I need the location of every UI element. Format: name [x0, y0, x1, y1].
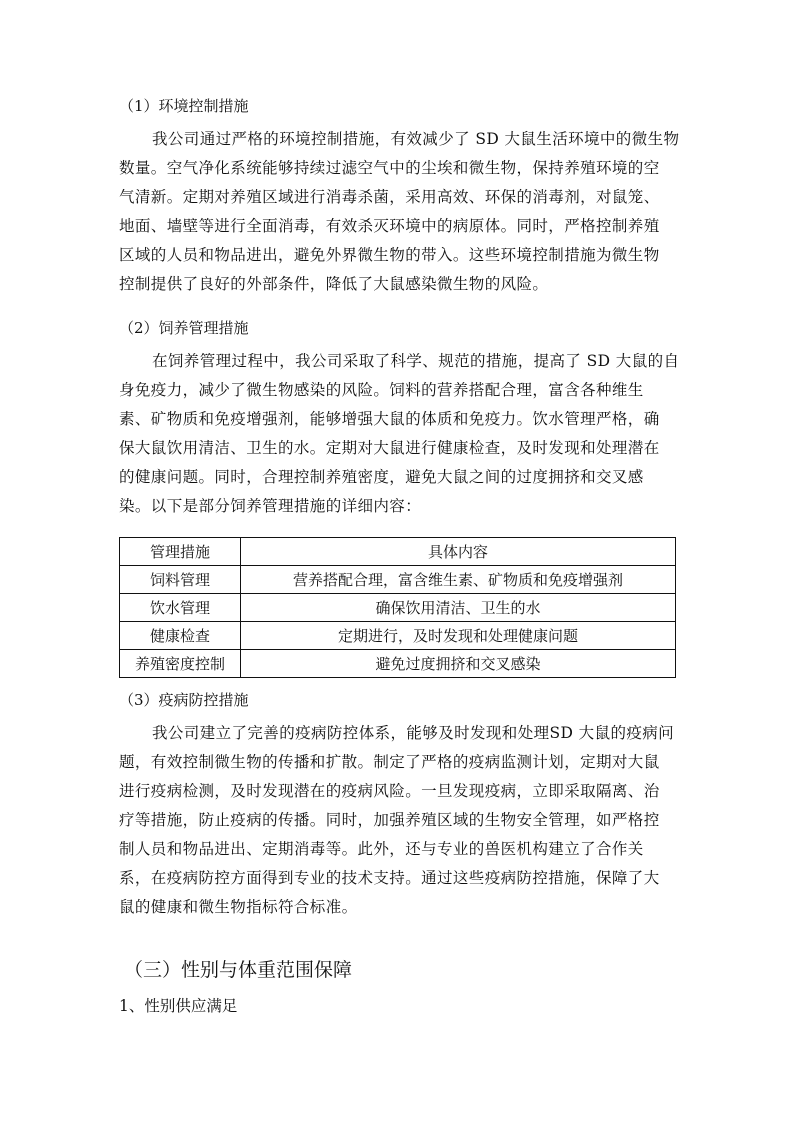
table-header-measure: 管理措施	[120, 538, 241, 566]
table-cell-content: 确保饮用清洁、卫生的水	[241, 594, 676, 622]
table-row	[120, 594, 676, 622]
paragraph-line: 疗等措施，防止疫病的传播。同时，加强养殖区域的生物安全管理，如严格控	[119, 811, 660, 829]
paragraph-line: 染。以下是部分饲养管理措施的详细内容：	[119, 497, 422, 515]
paragraph-line: 制人员和物品进出、定期消毒等。此外，还与专业的兽医机构建立了合作关	[119, 840, 644, 858]
table-cell-content: 避免过度拥挤和交叉感染	[241, 650, 676, 678]
section-heading: （三）性别与体重范围保障	[124, 959, 353, 981]
table-header-content: 具体内容	[241, 538, 676, 566]
feed-management-heading: （2）饲养管理措施	[119, 319, 249, 337]
table-cell-content: 定期进行，及时发现和处理健康问题	[241, 622, 676, 650]
disease-control-heading: （3）疫病防控措施	[119, 691, 249, 709]
paragraph-line: 身免疫力，减少了微生物感染的风险。饲料的营养搭配合理，富含各种维生	[119, 381, 644, 399]
paragraph-line: 区域的人员和物品进出，避免外界微生物的带入。这些环境控制措施为微生物	[119, 246, 660, 264]
feed-measures-table	[119, 537, 676, 678]
disease-control-paragraph	[119, 719, 679, 922]
paragraph-line: 数量。空气净化系统能够持续过滤空气中的尘埃和微生物，保持养殖环境的空	[119, 159, 660, 177]
table-cell-measure: 饮水管理	[120, 594, 241, 622]
item-heading: 1、性别供应满足	[119, 997, 238, 1015]
paragraph-line: 素、矿物质和免疫增强剂，能够增强大鼠的体质和免疫力。饮水管理严格，确	[119, 410, 660, 428]
env-control-paragraph	[119, 125, 679, 299]
paragraph-line: 我公司通过严格的环境控制措施，有效减少了 SD 大鼠生活环境中的微生物	[152, 130, 680, 148]
paragraph-line: 的健康问题。同时，合理控制养殖密度，避免大鼠之间的过度拥挤和交叉感	[119, 468, 644, 486]
paragraph-line: 地面、墙壁等进行全面消毒，有效杀灭环境中的病原体。同时，严格控制养殖	[119, 217, 660, 235]
table-row	[120, 650, 676, 678]
table-row	[120, 622, 676, 650]
table-cell-content: 营养搭配合理，富含维生素、矿物质和免疫增强剂	[241, 566, 676, 594]
paragraph-line: 系，在疫病防控方面得到专业的技术支持。通过这些疫病防控措施，保障了大	[119, 869, 660, 887]
table-cell-measure: 健康检查	[120, 622, 241, 650]
paragraph-line: 鼠的健康和微生物指标符合标准。	[119, 898, 358, 916]
table-cell-measure: 养殖密度控制	[120, 650, 241, 678]
paragraph-line: 在饲养管理过程中，我公司采取了科学、规范的措施，提高了 SD 大鼠的自	[152, 352, 680, 370]
paragraph-line: 控制提供了良好的外部条件，降低了大鼠感染微生物的风险。	[119, 275, 549, 293]
feed-management-paragraph	[119, 347, 679, 521]
paragraph-line: 题，有效控制微生物的传播和扩散。制定了严格的疫病监测计划，定期对大鼠	[119, 753, 660, 771]
table-row	[120, 566, 676, 594]
env-control-heading: （1）环境控制措施	[119, 97, 249, 115]
table-cell-measure: 饲料管理	[120, 566, 241, 594]
paragraph-line: 气清新。定期对养殖区域进行消毒杀菌，采用高效、环保的消毒剂，对鼠笼、	[119, 188, 660, 206]
paragraph-line: 我公司建立了完善的疫病防控体系，能够及时发现和处理SD 大鼠的疫病问	[152, 724, 675, 742]
paragraph-line: 保大鼠饮用清洁、卫生的水。定期对大鼠进行健康检查，及时发现和处理潜在	[119, 439, 660, 457]
paragraph-line: 进行疫病检测，及时发现潜在的疫病风险。一旦发现疫病，立即采取隔离、治	[119, 782, 660, 800]
table-header-row	[120, 538, 676, 566]
